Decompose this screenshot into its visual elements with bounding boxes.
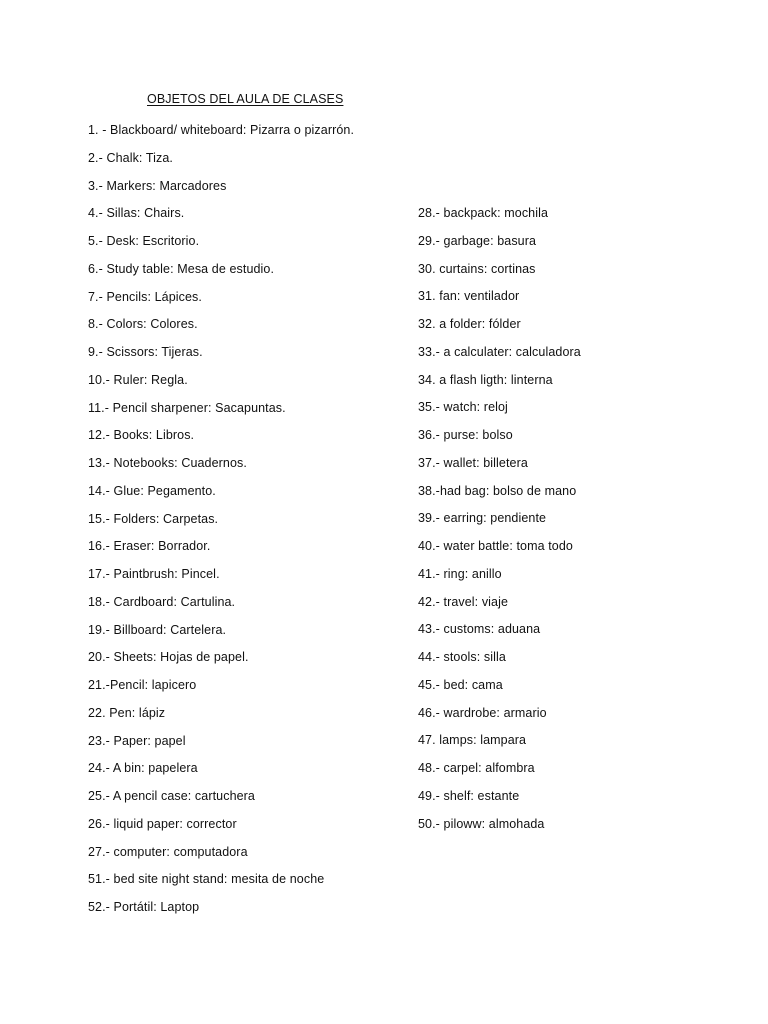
list-item: 1. - Blackboard/ whiteboard: Pizarra o pizarrón. — [88, 123, 355, 137]
list-item: 24.- A bin: papelera — [88, 761, 198, 776]
list-item: 51.- bed site night stand: mesita de noche — [88, 872, 325, 887]
list-item: 17.- Paintbrush: Pincel. — [88, 567, 220, 581]
list-item: 32. a folder: fólder — [418, 317, 521, 331]
list-item: 52.- Portátil: Laptop — [88, 900, 200, 914]
list-item: 40.- water battle: toma todo — [418, 539, 573, 553]
list-item: 43.- customs: aduana — [418, 622, 541, 637]
list-item: 31. fan: ventilador — [418, 289, 520, 304]
list-item: 22. Pen: lápiz — [88, 705, 166, 720]
list-item: 36.- purse: bolso — [418, 428, 513, 442]
list-item: 50.- piloww: almohada — [418, 816, 545, 831]
list-item: 2.- Chalk: Tiza. — [88, 150, 173, 165]
list-item: 44.- stools: silla — [418, 650, 506, 664]
list-item: 34. a flash ligth: linterna — [418, 372, 553, 387]
list-item: 42.- travel: viaje — [418, 594, 509, 609]
list-item: 7.- Pencils: Lápices. — [88, 289, 202, 304]
list-item: 30. curtains: cortinas — [418, 261, 536, 276]
list-item: 12.- Books: Libros. — [88, 428, 195, 443]
list-item: 4.- Sillas: Chairs. — [88, 206, 185, 221]
list-item: 41.- ring: anillo — [418, 566, 502, 581]
list-item: 13.- Notebooks: Cuadernos. — [88, 456, 247, 470]
list-item: 3.- Markers: Marcadores — [88, 178, 227, 193]
list-item: 6.- Study table: Mesa de estudio. — [88, 261, 275, 276]
list-item: 5.- Desk: Escritorio. — [88, 234, 200, 248]
document-title: OBJETOS DEL AULA DE CLASES — [147, 92, 344, 106]
list-item: 47. lamps: lampara — [418, 733, 527, 748]
list-item: 48.- carpel: alfombra — [418, 761, 535, 775]
list-item: 20.- Sheets: Hojas de papel. — [88, 650, 249, 665]
list-item: 39.- earring: pendiente — [418, 511, 547, 526]
list-item: 29.- garbage: basura — [418, 233, 537, 248]
list-item: 38.-had bag: bolso de mano — [418, 483, 577, 498]
list-item: 28.- backpack: mochila — [418, 206, 549, 220]
list-item: 19.- Billboard: Cartelera. — [88, 622, 227, 637]
list-item: 15.- Folders: Carpetas. — [88, 511, 219, 526]
list-item: 35.- watch: reloj — [418, 400, 508, 415]
list-item: 25.- A pencil case: cartuchera — [88, 789, 255, 803]
list-item: 45.- bed: cama — [418, 677, 503, 692]
list-item: 26.- liquid paper: corrector — [88, 816, 237, 831]
list-item: 18.- Cardboard: Cartulina. — [88, 594, 236, 609]
vocabulary-list-left — [88, 121, 408, 926]
list-item: 14.- Glue: Pegamento. — [88, 483, 216, 498]
list-item: 23.- Paper: papel — [88, 733, 186, 748]
list-item: 16.- Eraser: Borrador. — [88, 539, 211, 554]
list-item: 11.- Pencil sharpener: Sacapuntas. — [88, 400, 286, 415]
list-item: 33.- a calculater: calculadora — [418, 344, 581, 359]
list-item: 46.- wardrobe: armario — [418, 705, 547, 720]
list-item: 27.- computer: computadora — [88, 844, 248, 859]
list-item: 10.- Ruler: Regla. — [88, 372, 188, 387]
list-item: 8.- Colors: Colores. — [88, 317, 198, 332]
list-item: 9.- Scissors: Tijeras. — [88, 345, 203, 359]
list-item: 49.- shelf: estante — [418, 788, 520, 803]
vocabulary-list-right — [418, 204, 748, 842]
list-item: 21.-Pencil: lapicero — [88, 678, 197, 692]
list-item: 37.- wallet: billetera — [418, 455, 528, 470]
